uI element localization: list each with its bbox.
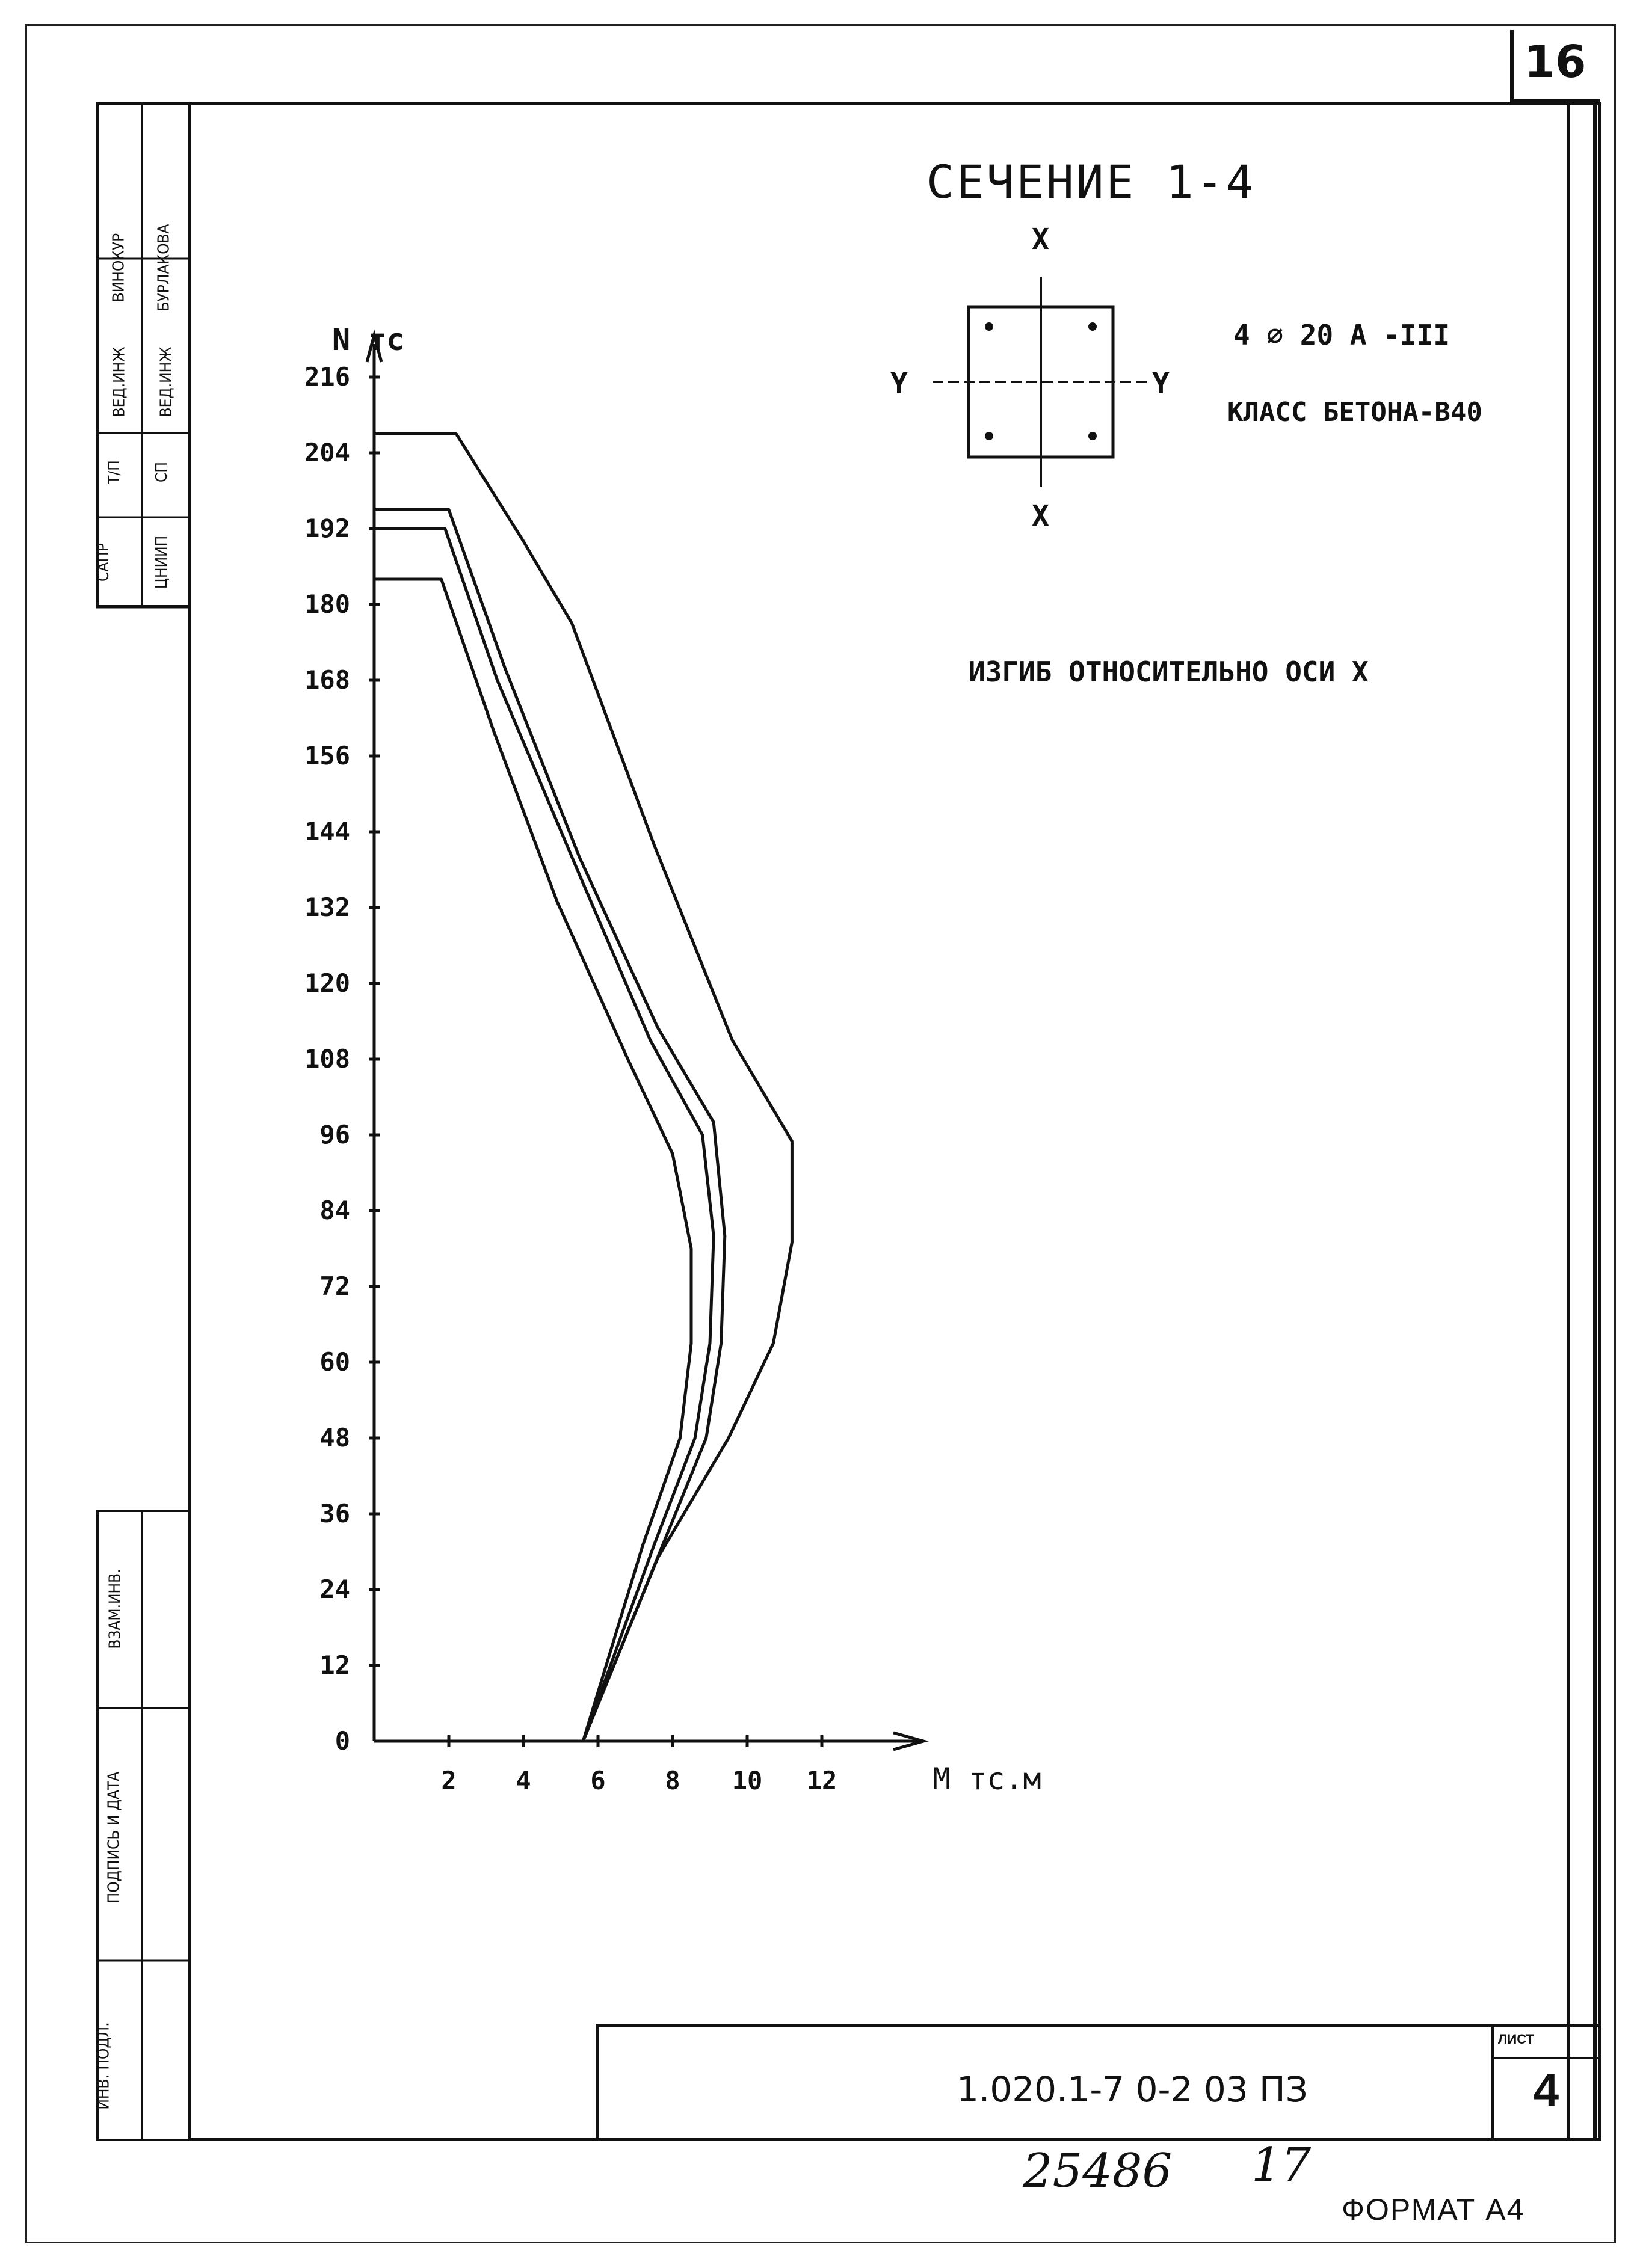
stamp-vinokur: ВИНОКУР	[109, 233, 128, 303]
reinforcement-label: 4 ∅ 20 А -III	[1233, 319, 1450, 351]
stamp-inv-podl: ИНВ. ПОДЛ.	[94, 2022, 113, 2110]
series-line-1	[374, 434, 792, 1742]
handwritten-number-2: 17	[1251, 2138, 1312, 2192]
interaction-chart	[265, 301, 1041, 1816]
x-tick-label: 4	[516, 1766, 531, 1795]
format-label: ФОРМАТ А4	[1342, 2193, 1525, 2227]
right-border-band	[1567, 102, 1597, 2141]
rebar-dot	[1088, 322, 1097, 331]
bending-note: ИЗГИБ ОТНОСИТЕЛЬНО ОСИ Х	[969, 656, 1369, 688]
stamp-vedinzh-2: ВЕД.ИНЖ	[157, 346, 176, 417]
stamp-tp: Т/П	[105, 460, 123, 484]
stamp-sapr: САПР	[94, 542, 113, 582]
x-tick-label: 2	[441, 1766, 457, 1795]
sheet-label: ЛИСТ	[1498, 2032, 1535, 2047]
y-tick-label: 180	[304, 589, 350, 619]
sheet-number: 4	[1533, 2065, 1559, 2116]
rebar-dot	[1088, 432, 1097, 440]
y-tick-label: 72	[319, 1271, 350, 1301]
y-tick-label: 144	[304, 817, 350, 846]
x-tick-label: 8	[665, 1766, 680, 1795]
y-tick-label: 96	[319, 1120, 350, 1149]
stamp-burlakova: БУРЛАКОВА	[155, 224, 173, 312]
series-line-2	[374, 510, 725, 1742]
y-tick-label: 12	[319, 1650, 350, 1680]
y-tick-label: 0	[334, 1726, 350, 1756]
y-axis-label: N тс	[332, 322, 405, 357]
series-line-4	[374, 579, 691, 1741]
corner-sheet-number: 16	[1524, 36, 1586, 88]
stamp-vedinzh-1: ВЕД.ИНЖ	[110, 346, 129, 417]
y-tick-label: 216	[304, 362, 350, 392]
y-tick-label: 60	[319, 1347, 350, 1377]
x-tick-label: 12	[806, 1766, 837, 1795]
stamp-tsniip: ЦНИИП	[153, 535, 171, 589]
y-tick-label: 132	[304, 893, 350, 922]
axis-x-label-bottom: X	[1032, 499, 1049, 533]
y-tick-label: 204	[304, 438, 350, 467]
stamp-vzam-inv: ВЗАМ.ИНВ.	[106, 1569, 125, 1649]
section-title: СЕЧЕНИЕ 1-4	[926, 155, 1256, 209]
document-code: 1.020.1-7 0-2 03 ПЗ	[957, 2069, 1308, 2110]
x-tick-label: 10	[732, 1766, 763, 1795]
concrete-class-label: КЛАСС БЕТОНА-В40	[1227, 397, 1482, 428]
y-tick-label: 168	[304, 665, 350, 695]
axis-y-label-right: Y	[1152, 367, 1170, 401]
y-tick-label: 120	[304, 968, 350, 998]
axis-y-label-left: Y	[890, 367, 908, 401]
title-block-divider	[1491, 2024, 1494, 2141]
y-tick-label: 84	[319, 1196, 350, 1225]
y-tick-label: 24	[319, 1575, 350, 1604]
handwritten-number-1: 25486	[1023, 2144, 1173, 2198]
y-tick-label: 108	[304, 1044, 350, 1074]
x-axis-label: М тс.м	[933, 1762, 1041, 1796]
sheet-label-divider	[1491, 2057, 1601, 2059]
stamp-podpis-data: ПОДПИСЬ И ДАТА	[105, 1771, 123, 1904]
y-tick-label: 36	[319, 1499, 350, 1528]
x-tick-label: 6	[590, 1766, 606, 1795]
y-tick-label: 156	[304, 741, 350, 770]
y-tick-label: 48	[319, 1423, 350, 1452]
stamp-sp: СП	[152, 462, 171, 482]
y-tick-label: 192	[304, 514, 350, 543]
axis-x-label-top: X	[1032, 223, 1049, 256]
